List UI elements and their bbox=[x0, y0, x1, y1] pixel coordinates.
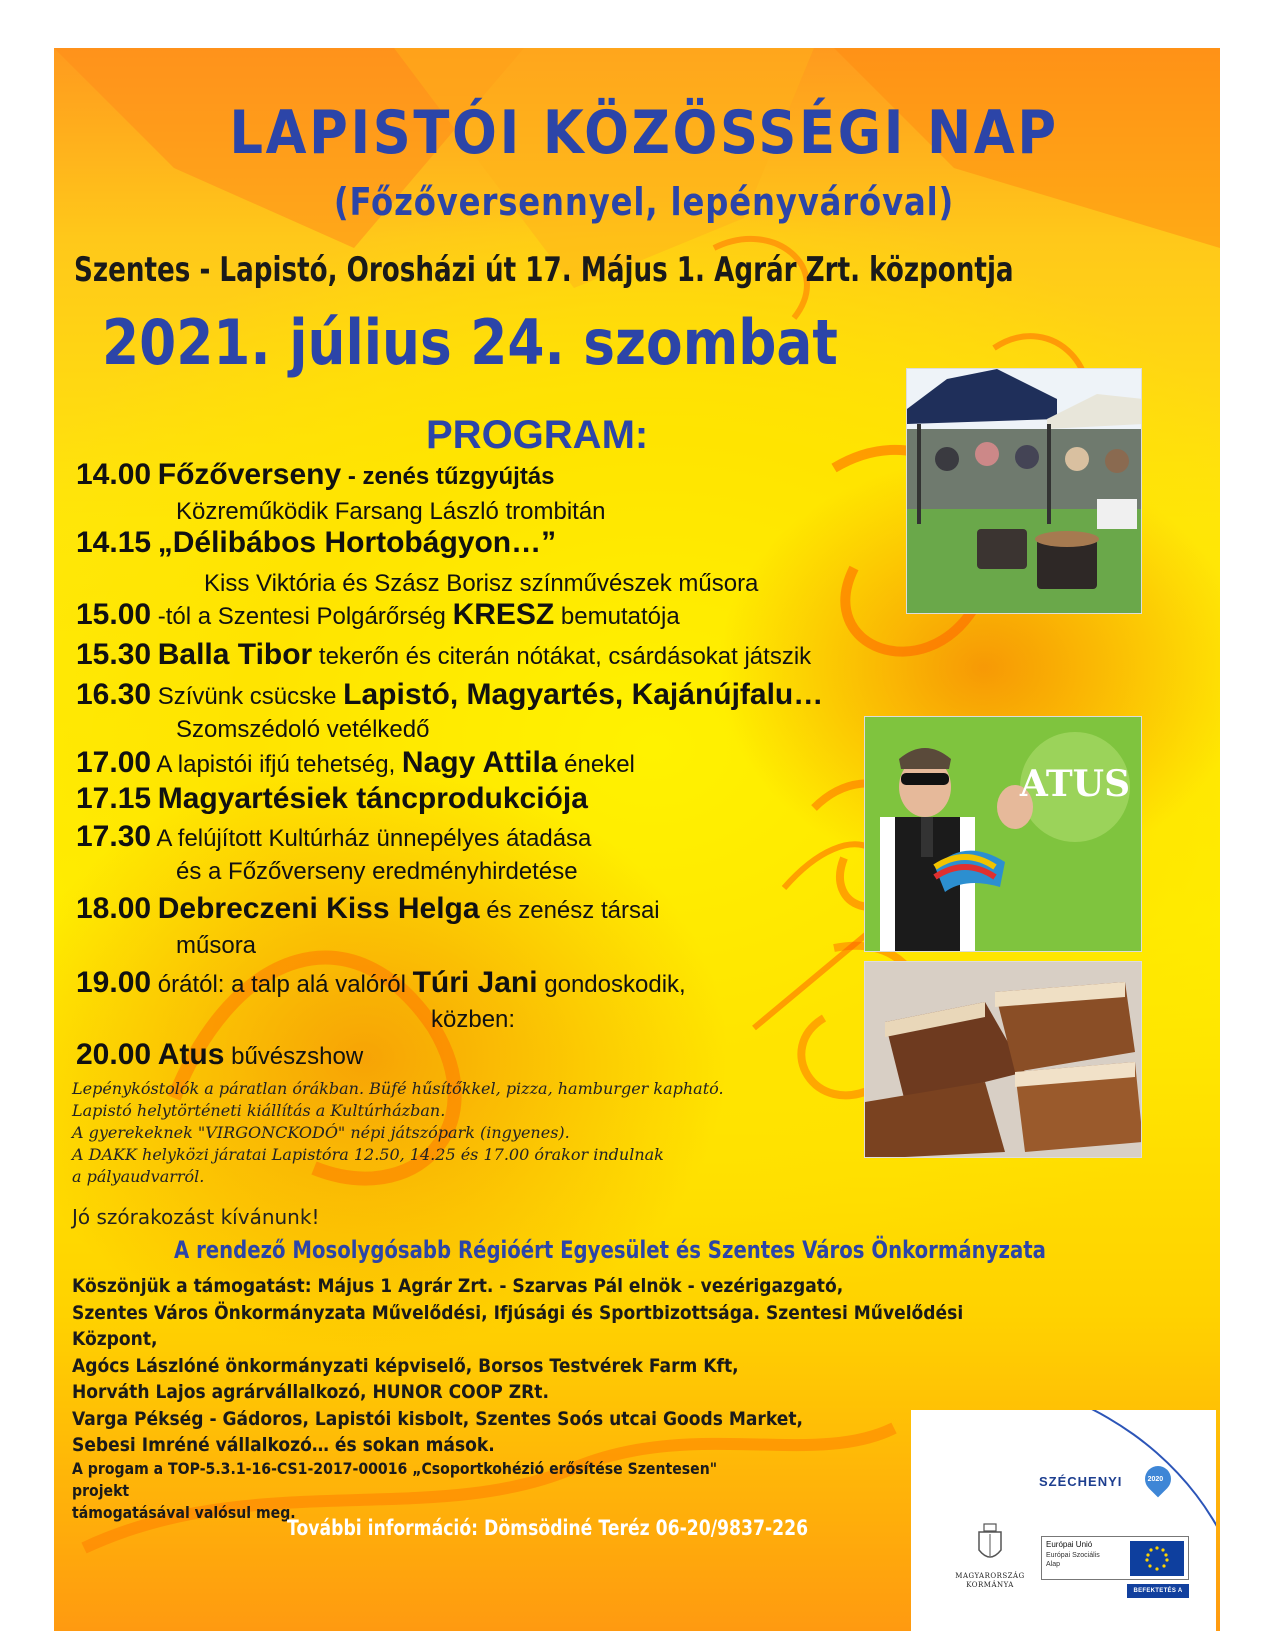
cooking-contest-photo bbox=[906, 368, 1142, 614]
poster bbox=[54, 48, 1220, 1631]
project-text bbox=[72, 1458, 776, 1524]
sponsor-line: Varga Pékség - Gádoros, Lapistói kisbolt, Szentes Soós utcai Goods Market, bbox=[72, 1407, 804, 1430]
szechenyi-year: 2020 bbox=[1147, 1476, 1164, 1484]
eu-slogan-bar: BEFEKTETÉS A JÖVŐBE bbox=[1127, 1584, 1189, 1598]
szechenyi-logo-text: SZÉCHENYI bbox=[1039, 1474, 1123, 1489]
program-item: 17.00 A lapistói ifjú tehetség, Nagy Attila énekel bbox=[76, 746, 635, 779]
notes bbox=[72, 1078, 832, 1188]
program-item: 14.00 Főzőverseny - zenés tűzgyújtás bbox=[76, 458, 555, 491]
contact-info: További információ: Dömsödiné Teréz 06-20/9837-226 bbox=[287, 1516, 809, 1540]
program-item: 15.00 -tól a Szentesi Polgárőrség KRESZ bemutatója bbox=[76, 598, 680, 631]
sponsors-text bbox=[72, 1273, 972, 1459]
sponsor-line: Agócs Lászlóné önkormányzati képviselő, Borsos Testvérek Farm Kft, bbox=[72, 1354, 739, 1377]
organizer-text: A rendező Mosolygósabb Régióért Egyesület és Szentes Város Önkormányzata bbox=[174, 1236, 1046, 1264]
program-item-detail: Szomszédoló vetélkedő bbox=[176, 716, 430, 743]
event-date: 2021. július 24. szombat bbox=[102, 306, 838, 379]
magician-illustration bbox=[865, 717, 1142, 952]
project-line: A progam a TOP-5.3.1-16-CS1-2017-00016 „Csoportkohézió erősítése Szentesen" projekt bbox=[72, 1459, 718, 1500]
program-item-detail: közben: bbox=[431, 1006, 516, 1033]
program-item: 14.15 „Délibábos Hortobágyon…” bbox=[76, 526, 557, 559]
program-heading: PROGRAM: bbox=[426, 413, 649, 457]
funding-logo-block bbox=[911, 1410, 1216, 1631]
pastry-photo bbox=[864, 961, 1142, 1158]
program-item: 18.00 Debreczeni Kiss Helga és zenész társai bbox=[76, 892, 660, 925]
note-line: a pályaudvarról. bbox=[72, 1167, 205, 1186]
gov-logo-text: MAGYARORSZÁG KORMÁNYA bbox=[955, 1572, 1025, 1589]
sponsor-line: Köszönjük a támogatást: Május 1 Agrár Zrt. - Szarvas Pál elnök - vezérigazgató, bbox=[72, 1275, 844, 1297]
program-item: 17.15 Magyartésiek táncprodukciója bbox=[76, 782, 588, 815]
pastry-illustration bbox=[865, 962, 1142, 1158]
note-line: A gyerekeknek "VIRGONCKODÓ" népi játszópark (ingyenes). bbox=[72, 1123, 570, 1142]
program-item: 16.30 Szívünk csücske Lapistó, Magyartés, Kajánújfalu… bbox=[76, 678, 824, 711]
hungarian-coat-of-arms-icon bbox=[975, 1522, 1005, 1566]
atus-badge: ATUS bbox=[1019, 763, 1131, 805]
program-item-detail: műsora bbox=[176, 932, 257, 959]
magician-photo bbox=[864, 716, 1142, 952]
program-item-detail: Kiss Viktória és Szász Borisz színművészek műsora bbox=[204, 570, 759, 597]
program-item: 15.30 Balla Tibor tekerőn és citerán nótákat, csárdásokat játszik bbox=[76, 638, 812, 671]
program-item-detail: és a Főzőverseny eredményhirdetése bbox=[176, 858, 578, 885]
note-line: Lepénykóstolók a páratlan órákban. Büfé hűsítőkkel, pizza, hamburger kapható. bbox=[72, 1079, 724, 1098]
program-item: 17.30 A felújított Kultúrház ünnepélyes átadása bbox=[76, 820, 592, 853]
note-line: Lapistó helytörténeti kiállítás a Kultúrházban. bbox=[72, 1101, 446, 1120]
sponsor-line: Sebesi Imréné vállalkozó… és sokan mások. bbox=[72, 1434, 495, 1456]
event-title: LAPISTÓI KÖZÖSSÉGI NAP bbox=[229, 98, 1059, 168]
program-item: 20.00 Atus bűvészshow bbox=[76, 1038, 364, 1071]
sponsor-line: Horváth Lajos agrárvállalkozó, HUNOR COOP ZRt. bbox=[72, 1381, 549, 1403]
eu-flag-icon bbox=[1130, 1541, 1184, 1576]
event-location: Szentes - Lapistó, Orosházi út 17. Május 1. Agrár Zrt. központja bbox=[74, 250, 1014, 290]
wish-text: Jó szórakozást kívánunk! bbox=[72, 1205, 320, 1229]
program-item: 19.00 órától: a talp alá valóról Túri Jani gondoskodik, bbox=[76, 966, 686, 999]
project-line: támogatásával valósul meg. bbox=[72, 1503, 296, 1522]
note-line: A DAKK helyközi járatai Lapistóra 12.50, 14.25 és 17.00 órakor indulnak bbox=[72, 1145, 664, 1164]
cooking-contest-illustration bbox=[907, 369, 1142, 614]
eu-logo: Európai Unió Európai Szociális Alap bbox=[1041, 1536, 1189, 1580]
event-subtitle: (Főzőversennyel, lepényváróval) bbox=[333, 180, 955, 224]
sponsor-line: Szentes Város Önkormányzata Művelődési, Ifjúsági és Sportbizottsága. Szentesi Művelődési Központ, bbox=[72, 1301, 964, 1350]
program-item-detail: Közreműködik Farsang László trombitán bbox=[176, 498, 606, 525]
